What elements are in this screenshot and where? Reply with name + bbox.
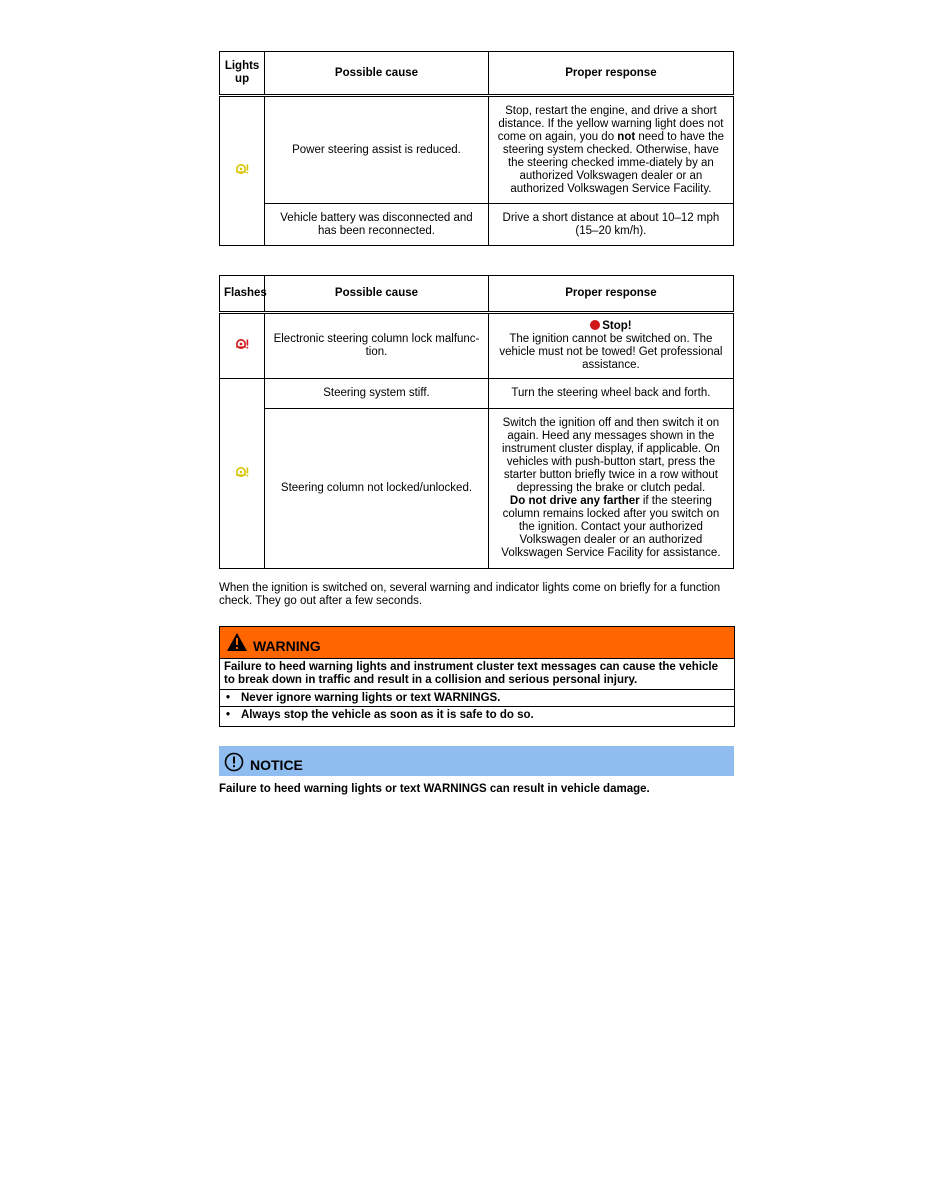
response-text: if the steering column remains locked after you switch on the ignition. Contact your authorized Volkswagen dealer or an authorized Volkswagen Service Facility for assistance. <box>501 495 721 559</box>
header-possible-cause: Possible cause <box>265 52 489 96</box>
stop-icon <box>590 320 600 330</box>
warning-lead-text: Failure to heed warning lights and instrument cluster text messages can cause the vehicle to break down in traffic and result in a collision and serious personal injury. <box>220 661 734 690</box>
table-cell: Steering column not locked/unlocked. <box>265 409 489 569</box>
table-cell <box>488 96 733 204</box>
response-bold: not <box>617 130 636 143</box>
steering-lock-yellow-icon <box>235 466 249 478</box>
warning-bullet <box>220 707 734 723</box>
warning-box <box>219 626 735 727</box>
notice-title: NOTICE <box>250 757 303 773</box>
header-possible-cause: Possible cause <box>265 276 489 313</box>
icon-cell <box>220 379 265 569</box>
warning-triangle-icon <box>226 632 248 652</box>
stop-line <box>495 320 727 333</box>
header-lights-up: Lights up <box>220 52 265 96</box>
stop-label: Stop! <box>602 320 632 332</box>
warning-title: WARNING <box>253 638 321 654</box>
power-steering-warning-icon <box>235 163 249 175</box>
response-text: need to have the steering system checked. Otherwise, have the steering checked imme-diately by an authorized Volkswagen dealer or an authorized Volkswagen Service Facility. <box>502 130 725 195</box>
table-cell <box>488 409 733 569</box>
table-cell: Vehicle battery was disconnected and has been reconnected. <box>265 204 489 246</box>
notice-header <box>219 746 734 776</box>
table-cell <box>488 313 733 379</box>
response-text: Switch the ignition off and then switch it on again. Heed any messages shown in the instrument cluster display, if applicable. On vehicles with push-button start, press the starter button briefly twice in a row without depressing the brake or clutch pedal. <box>502 417 720 494</box>
header-flashes: Flashes <box>220 276 265 313</box>
icon-cell <box>220 96 265 246</box>
warning-header <box>220 627 734 659</box>
bullet-dot: • <box>226 709 231 721</box>
power-steering-lights-up-table <box>219 51 734 246</box>
response-text: The ignition cannot be switched on. The vehicle must not be towed! Get professional assistance. <box>499 333 723 371</box>
response-bold: Do not drive any farther <box>509 495 640 507</box>
response-text: Stop, restart the engine, and drive a short distance. If the yellow warning light does not come on again, you do <box>497 104 724 143</box>
table-cell: Steering system stiff. <box>265 379 489 409</box>
bullet-dot: • <box>226 692 231 704</box>
table-cell: Turn the steering wheel back and forth. <box>488 379 733 409</box>
warning-body <box>220 659 734 726</box>
bullet-text: Always stop the vehicle as soon as it is safe to do so. <box>241 709 534 721</box>
notice-text: Failure to heed warning lights or text WARNINGS can result in vehicle damage. <box>219 783 650 795</box>
bullet-text: Never ignore warning lights or text WARNINGS. <box>241 692 501 704</box>
table-cell: Power steering assist is reduced. <box>265 96 489 204</box>
table-cell: Drive a short distance at about 10–12 mph (15–20 km/h). <box>488 204 733 246</box>
notice-exclamation-icon <box>224 752 244 772</box>
icon-cell <box>220 313 265 379</box>
steering-lock-red-icon <box>235 338 249 350</box>
header-proper-response: Proper response <box>488 276 733 313</box>
steering-lock-flashes-table <box>219 275 734 569</box>
table-cell: Electronic steering column lock malfunc-tion. <box>265 313 489 379</box>
intro-paragraph: When the ignition is switched on, several warning and indicator lights come on briefly for a function check. They go out after a few seconds. <box>219 582 721 607</box>
warning-bullet <box>220 690 734 707</box>
header-proper-response: Proper response <box>488 52 733 96</box>
